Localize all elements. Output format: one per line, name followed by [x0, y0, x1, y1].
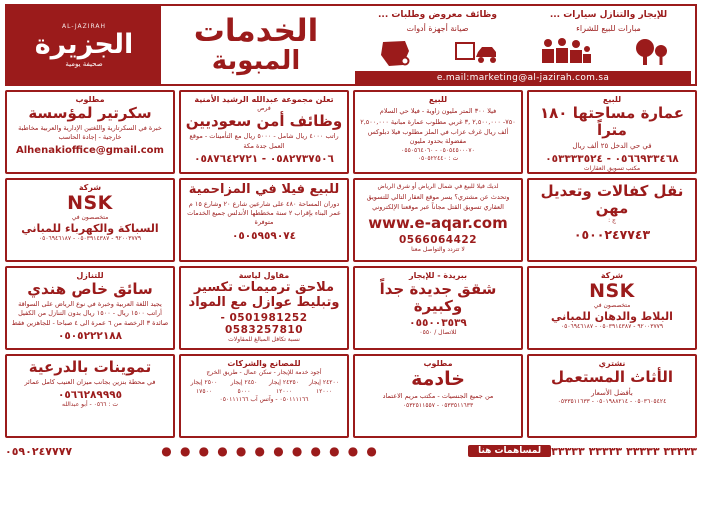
ad-tag: مطلوب — [75, 95, 105, 104]
ad-headline: سائق خاص هندي — [27, 280, 153, 298]
ads-row-1 — [5, 90, 697, 174]
ad-card[interactable] — [353, 354, 523, 438]
ad-card[interactable] — [353, 90, 523, 174]
ad-note: لا تتردد والتواصل معنا — [411, 246, 465, 254]
price-cell: ٢٤٢٠٠ إيجار ١٢٠٠٠ — [309, 379, 339, 396]
masthead-categories — [351, 6, 695, 84]
category-vehicles-sub: مبارات للبيع للشراء — [576, 23, 641, 33]
ad-card[interactable] — [179, 354, 349, 438]
ad-tag: للبيع — [428, 95, 448, 104]
ad-body: ٧٥٠- ٢,٥٠٠,٠٠٠ ,٣ غربي مطلوب عمارة مبانية ٢,٥٠٠,٠٠٠ ألف ريال غرف عزاب في الملز مطلوب فيلا دبلوكس مفضولة بحدود مليون — [360, 118, 516, 146]
ad-body: من جميع الجنسيات - مكتب مريم الاعتماد — [382, 392, 494, 401]
ad-phone[interactable]: ٠٥٠١١١١٦٦ - وآتس آب ٠٥٠١١١١٦٦ — [219, 396, 309, 404]
ads-row-3 — [5, 266, 697, 350]
ad-phone[interactable]: 0566064422 — [398, 234, 478, 247]
ad-card[interactable] — [5, 90, 175, 174]
ad-tag: للبيع — [602, 95, 622, 104]
ad-body: السباكة والكهرباء للمباني — [21, 221, 159, 235]
category-jobs — [355, 9, 520, 35]
ad-website[interactable]: www.e-aqar.com — [368, 214, 508, 233]
ad-headline: سكرتير لمؤسسة — [28, 104, 152, 122]
ad-note: فرص — [257, 105, 271, 112]
ad-phone[interactable]: ٠٥٠٥٢٢٢١٨٨ — [57, 330, 123, 343]
category-vehicles — [526, 9, 691, 35]
ad-phone[interactable]: ٠٥٥٠٠٣٥٣٩ — [409, 316, 467, 329]
people-icon — [538, 37, 592, 69]
ad-headline: NSK — [589, 280, 635, 302]
ad-card[interactable] — [5, 354, 175, 438]
ad-phone[interactable]: ٠٥٠٣٦٠٥٤٢٤ - ٠٥٠١٩٨٨٢١٤ - ٠٥٣٣٥١١٦٣٣ — [557, 397, 667, 405]
ad-tag: لديك فيلا للبيع في شمال الرياض أو شرق الرياض — [377, 183, 499, 190]
ad-card[interactable] — [5, 266, 175, 350]
footer-dots: ● ● ● ● ● ● ● ● ● ● ● ● — [161, 444, 379, 458]
ad-tag: للتنازل — [76, 271, 104, 280]
ad-note: للاتصال / ٠٥٥٠ — [419, 328, 457, 336]
ad-headline: للبيع فيلا في المزاحمية — [188, 182, 340, 197]
ad-note: ت : ٠٥٠٥٢٢٤٤٠ — [417, 155, 459, 163]
logo-arabic-name: الجزيرة — [34, 28, 134, 60]
category-vehicles-title: للإيجار والتنازل سيارات ... — [549, 10, 668, 20]
car-icon — [454, 39, 498, 69]
ad-headline: NSK — [67, 192, 113, 214]
price-table — [185, 378, 343, 396]
ad-card[interactable] — [527, 90, 697, 174]
ad-phone[interactable]: ٠٥٠٥٩٥٩٠٧٤ — [231, 229, 297, 242]
ad-body: راتب ٤٠٠٠ ريال شامل - ٥٠٠٠ ريال مع التأمينات - موقع العمل جدة مكة — [189, 132, 339, 150]
ad-body: يجيد اللغة العربية وخبرة في نوع الرياض على السواقة أراتب ١٥٠٠ ريال - ١٥٠٠ ريال بدون التنازل من الكفيل صائدة ٣ الرخصة من ٦ عمرة الى ٤ صباحا - للجاهزين فقط — [11, 299, 169, 327]
masthead-icon-row — [355, 37, 691, 69]
ad-phone[interactable]: ٠٥٨٢٧٣٧٥٠٦ - ٠٥٨٧٦٤٢٧٢١ — [194, 153, 334, 166]
ad-card[interactable] — [5, 178, 175, 262]
footer-page-label: لمساهمات هنا — [468, 445, 551, 457]
masthead — [5, 4, 697, 86]
ad-body: البلاط والدهان للمباني — [551, 309, 673, 323]
ad-headline: تموينات بالدرعية — [28, 358, 152, 376]
ad-headline: وظائف أمن سعوديين — [185, 112, 343, 131]
ad-card[interactable] — [179, 90, 349, 174]
ad-headline: عمارة مساحتها ١٨٠ متراً — [540, 104, 684, 139]
page-footer — [5, 442, 697, 460]
ad-phone[interactable]: ٠٥٠٠٢٤٧٧٤٣ — [573, 226, 651, 242]
ad-tag: مقاول لياسة — [238, 271, 290, 280]
price-cell: ٢٥٠٠ إيجار ١٧٥٠٠ — [190, 379, 218, 396]
ad-note: ج : — [608, 216, 616, 224]
ad-card[interactable] — [353, 266, 523, 350]
ad-body: وتحدث عن مشتري؟ يسر موقع العقار التالي للتسويق العقاري تسويق القتل مجاناً عبر موقعنا الإلكتروني — [366, 193, 510, 211]
ad-phone[interactable]: 0501981252 - 0583257810 — [220, 312, 308, 337]
footer-number-left: ٣٣٣٣٣ ٣٣٣٣٣ ٣٣٣٣٣ ٣٣٣٣٣ — [551, 444, 697, 458]
category-jobs-title: وظائف معروض وطلبات ... — [378, 10, 497, 20]
ad-headline: الأثاث المستعمل — [550, 368, 674, 386]
ad-headline: أجود خدمة للإيجار - سكن عمال - طريق الخرج — [206, 369, 322, 376]
contact-email[interactable]: e.mail:marketing@al-jazirah.com.sa — [355, 71, 691, 85]
footer-number-right: ٠٥٩٠٢٤٧٧٧٧ — [5, 444, 73, 458]
ad-tag: تعلن مجموعة عبدالله الرشيد الأمنية — [194, 95, 334, 104]
ad-phone[interactable]: ٩٢٠٠٣٧٧٩ - ٠٥٠٣٩١٤٣٨٧ - ٠٥٠٦٩٤٦١٨٧ — [38, 234, 142, 242]
ad-headline: خادمة — [411, 368, 465, 390]
ad-note: مكتب تسويق العقارات — [583, 164, 641, 172]
price-cell: ٢٤٣٥٠ إيجار ١٢٠٠٠ — [269, 379, 299, 396]
ad-body: دوران المساحة ٤٨٠ على شارعين شارع ٢٠ وشارع ١٥ م عمر البناء بإقراب ٢ سنة مخططها الأندلس جميع الخدمات متوفرة — [187, 199, 341, 227]
ad-headline: شقق جديدة جداً وكبيرة — [379, 280, 497, 315]
ad-tag: شركة — [78, 183, 102, 192]
ad-body: بأفضل الأسعار — [591, 388, 633, 397]
logo-tagline: صحيفة يومية — [65, 59, 103, 68]
ad-body: في محطة بنزين بجانب ميزان العنيب كامل عمائر — [24, 377, 156, 386]
ad-card[interactable] — [527, 178, 697, 262]
ad-phone[interactable]: ٠٥٦٦٢٨٩٩٩٥ — [57, 389, 123, 402]
section-title — [161, 6, 351, 84]
ad-tag: ببريدة - للإيجار — [409, 271, 467, 280]
ad-note: نسبة تكافل المبالغ للمقاولات — [228, 336, 300, 344]
price-cell: ٢٤٥٠ إيجار ٥٠٠٠ — [230, 379, 258, 396]
ad-phone[interactable]: ٩٢٠٠٣٧٧٩ - ٠٥٠٣٩١٤٣٨٧ - ٠٥٠٦٩٤٦١٨٧ — [560, 322, 664, 330]
ad-note: ت : ٠٥٦٦ - أبو عبدالله — [62, 401, 118, 409]
ad-headline: نقل كفالات وتعديل مهن — [540, 182, 684, 217]
ad-card[interactable] — [527, 266, 697, 350]
ads-row-4 — [5, 354, 697, 438]
ad-tag: مطلوب — [423, 359, 453, 368]
publication-logo — [7, 6, 161, 84]
ad-body: في حي الدخل ٢٥ ألف ريال — [572, 141, 652, 150]
ad-body: خبرة في السكرتارية واللغتين الإدارية والعربية مخاطبة خارجية - إجادة الحاسب — [18, 123, 162, 142]
ad-headline: فيلا ٣٠٠ المتر مليون زاوية - فيلا حي السلام — [379, 107, 497, 115]
ad-tag: نشتري — [598, 359, 626, 368]
section-title-line2: المبوبة — [211, 45, 301, 76]
ad-card[interactable] — [353, 178, 523, 262]
tree-icon — [631, 37, 671, 69]
ad-tag: شركة — [600, 271, 624, 280]
ad-headline: ملاحق ترميمات تكسير وتبليط عوازل مع المواد — [188, 280, 340, 310]
category-jobs-sub: صيانة أجهزة أدوات — [406, 23, 469, 33]
ad-card[interactable] — [179, 178, 349, 262]
ad-subtitle: متخصصون في — [593, 302, 631, 310]
ad-email[interactable]: Alhenakioffice@gmail.com — [16, 144, 164, 156]
ad-card[interactable] — [527, 354, 697, 438]
logo-latin-name: AL-JAZIRAH — [61, 22, 107, 30]
ad-tag: للمصانع والشركات — [227, 359, 301, 368]
ads-row-2 — [5, 178, 697, 262]
section-title-line1: الخدمات — [193, 13, 319, 50]
ad-card[interactable] — [179, 266, 349, 350]
map-icon — [375, 39, 415, 69]
ad-phone[interactable]: ٠٥٣٣٥١١٦٣٣ - ٠٥٣٢٥١١٥٥٧ — [402, 401, 474, 409]
ad-phone[interactable]: ٠٥٦٦٩٣٣٤٦٨ - ٠٥٣٣٣٣٥٢٤ — [545, 152, 679, 165]
ad-phone[interactable]: ٠٥٠٥٤٥٠٠٠٧٠ - ٠٥٥٠٥٦٤٠٦٠ — [401, 146, 475, 154]
ad-subtitle: متخصصون في — [71, 214, 109, 222]
